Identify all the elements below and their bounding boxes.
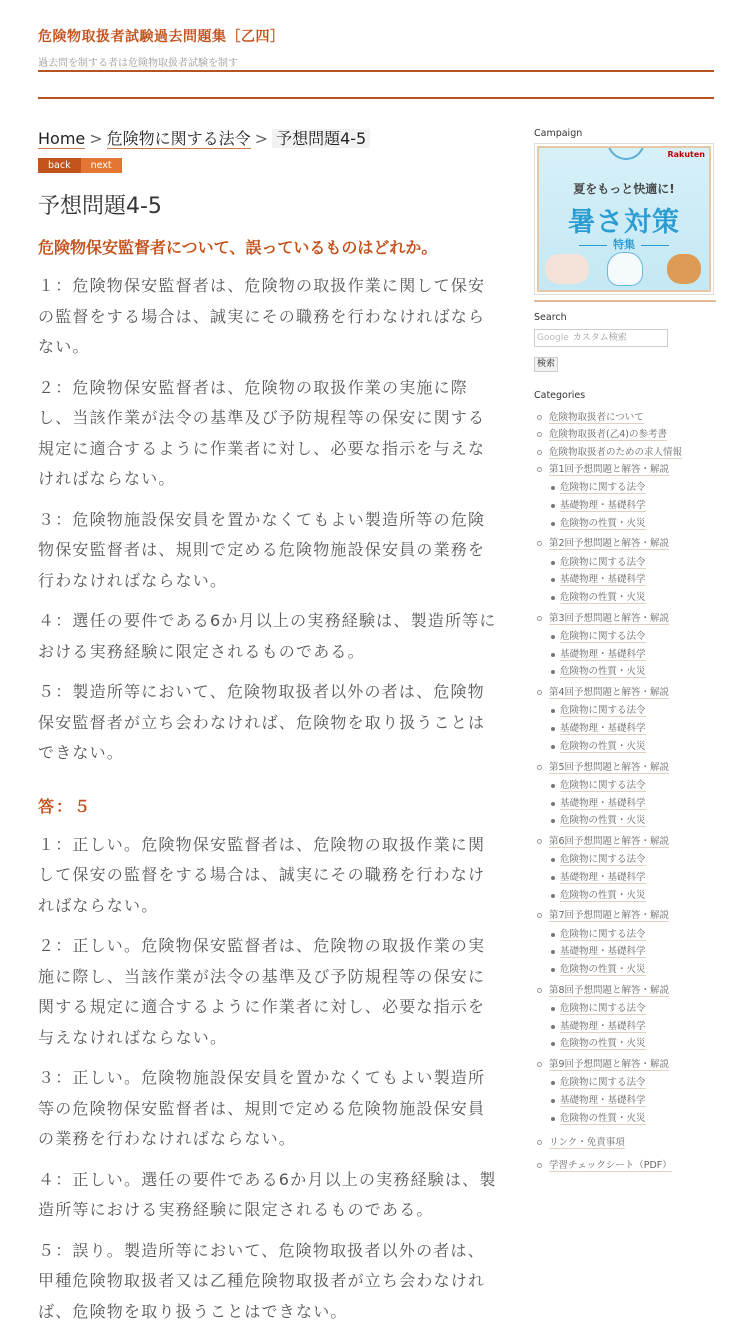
subcategory-item [549,851,716,869]
next-button[interactable]: next [81,158,122,173]
subcategory-item [549,663,716,681]
round-category-link[interactable]: 第8回予想問題と解答・解説 [549,984,670,996]
subcategory-item [549,926,716,944]
site-header [38,26,714,69]
round-category-link[interactable]: 第2回予想問題と解答・解説 [549,538,670,550]
subcategory-link[interactable]: 基礎物理・基礎科学 [560,1020,646,1032]
subcategory-link[interactable]: 危険物に関する法令 [560,1077,646,1089]
category-item [534,444,716,461]
subcategory-item [549,1035,716,1053]
subcategory-item [549,702,716,720]
nav-divider [38,97,714,99]
answer-label: 答：５ [38,796,93,816]
subcategory-link[interactable]: 基礎物理・基礎科学 [560,499,646,511]
subcategory-item [549,628,716,646]
subcategory-link[interactable]: 危険物に関する法令 [560,705,646,717]
round-category-link[interactable]: 第7回予想問題と解答・解説 [549,910,670,922]
category-item [534,426,716,443]
breadcrumb-separator: > [254,129,269,148]
subcategory-item [549,515,716,533]
subcategory-item [549,1074,716,1092]
subcategory-link[interactable]: 基礎物理・基礎科学 [560,574,646,586]
search-heading: Search [534,312,567,323]
round-category-link[interactable]: 第6回予想問題と解答・解説 [549,835,670,847]
subcategory-list [549,777,716,830]
pillow-illustration [545,254,589,284]
category-link[interactable]: 危険物取扱者のための求人情報 [549,446,683,458]
category-item [534,907,716,978]
subcategory-list [549,479,716,532]
subcategory-link[interactable]: 基礎物理・基礎科学 [560,1095,646,1107]
subcategory-list [549,1000,716,1053]
sidebar-divider [534,300,716,302]
subcategory-link[interactable]: 危険物の性質・火災 [560,1112,646,1124]
search-placeholder: カスタム検索 [572,333,627,343]
subcategory-item [549,479,716,497]
subcategory-link[interactable]: 危険物に関する法令 [560,928,646,940]
campaign-line-2: 暑さ対策 [568,207,680,238]
category-item [534,409,716,426]
option-4: ４：選任の要件である6か月以上の実務経験は、製造所等における実務経験に限定されるものである。 [38,611,497,661]
subcategory-item [549,1018,716,1036]
subcategory-item [549,738,716,756]
breadcrumb-category-link[interactable]: 危険物に関する法令 [106,129,251,148]
explanation-3: ３：正しい。危険物施設保安員を置かなくてもよい製造所等の危険物保安監督者は、規則で定める危険物施設保安員の業務を行わなければならない。 [38,1068,486,1148]
option-3: ３：危険物施設保安員を置かなくてもよい製造所等の危険物保安監督者は、規則で定める危険物施設保安員の業務を行わなければならない。 [38,509,486,590]
category-item [534,684,716,755]
category-link[interactable]: リンク・免責事項 [549,1136,625,1148]
category-item [534,833,716,904]
explanation-2: ２：正しい。危険物保安監督者は、危険物の取扱作業の実施に際し、当該作業が法令の基準及び予防規程等の保安に関する規定に適合するように作業者に対し、必要な指示を与えなければならない。 [38,936,486,1047]
round-category-link[interactable]: 第3回予想問題と解答・解説 [549,612,670,624]
subcategory-link[interactable]: 危険物に関する法令 [560,556,646,568]
subcategory-item [549,869,716,887]
subcategory-item [549,777,716,795]
subcategory-item [549,1092,716,1110]
campaign-heading: Campaign [534,128,583,139]
categories-widget [534,390,716,1174]
subcategory-link[interactable]: 危険物に関する法令 [560,1003,646,1015]
breadcrumb-separator: > [89,129,103,148]
polar-bear-illustration [607,252,643,286]
search-button[interactable]: 検索 [534,357,558,372]
subcategory-link[interactable]: 危険物の性質・火災 [560,815,646,827]
category-link[interactable]: 学習チェックシート（PDF） [549,1159,672,1171]
subcategory-link[interactable]: 危険物の性質・火災 [560,740,646,752]
categories-heading: Categories [534,390,586,401]
round-category-link[interactable]: 第9回予想問題と解答・解説 [549,1059,670,1071]
subcategory-item [549,961,716,979]
subcategory-link[interactable]: 危険物の性質・火災 [560,1038,646,1050]
subcategory-item [549,571,716,589]
breadcrumb-home-link[interactable]: Home [38,129,86,148]
question-text: 危険物保安監督者について、誤っているものはどれか。 [38,238,438,257]
subcategory-link[interactable]: 危険物に関する法令 [560,779,646,791]
dog-illustration [667,254,701,284]
subcategory-item [549,554,716,572]
campaign-line-1: 夏をもっと快適に! [573,182,675,196]
subcategory-list [549,702,716,755]
subcategory-link[interactable]: 基礎物理・基礎科学 [560,946,646,958]
categories-list [534,409,716,1174]
category-item [534,610,716,681]
category-link[interactable]: 危険物取扱者について [549,412,644,423]
campaign-banner[interactable] [534,143,714,295]
post-pager [38,158,498,173]
category-item [534,982,716,1053]
subcategory-link[interactable]: 危険物の性質・火災 [560,517,646,529]
subcategory-item [549,795,716,813]
round-category-link[interactable]: 第1回予想問題と解答・解説 [549,463,670,475]
category-link[interactable]: 危険物取扱者(乙4)の参考書 [549,429,667,441]
subcategory-item [549,589,716,607]
subcategory-list [549,554,716,607]
subcategory-item [549,720,716,738]
campaign-banner-image[interactable] [537,146,711,292]
subcategory-link[interactable]: 危険物の性質・火災 [560,666,646,678]
subcategory-item [549,497,716,515]
site-description: 過去問を制する者は危険物取扱者試験を制す [38,58,238,69]
option-1: １：危険物保安監督者は、危険物の取扱作業に関して保安の監督をする場合は、誠実にその職務を行わなければならない。 [38,276,486,356]
round-category-link[interactable]: 第4回予想問題と解答・解説 [549,687,670,699]
subcategory-item [549,812,716,830]
option-5: ５：製造所等において、危険物取扱者以外の者は、危険物保安監督者が立ち会わなければ、危険物を取り扱うことはできない。 [38,682,486,762]
back-button[interactable]: back [38,158,81,173]
subcategory-item [549,943,716,961]
main-content [38,126,498,1327]
round-category-link[interactable]: 第5回予想問題と解答・解説 [549,761,670,773]
subcategory-link[interactable]: 危険物に関する法令 [560,482,646,494]
subcategory-link[interactable]: 基礎物理・基礎科学 [560,648,646,660]
site-title[interactable]: 危険物取扱者試験過去問題集［乙四］ [38,29,285,45]
subcategory-link[interactable]: 基礎物理・基礎科学 [560,723,646,735]
category-item [534,535,716,606]
search-widget [534,312,716,372]
subcategory-item [549,646,716,664]
subcategory-item [549,887,716,905]
header-divider [38,70,714,72]
rakuten-logo: Rakuten [667,150,705,159]
subcategory-list [549,1074,716,1127]
explanation-1: １：正しい。危険物保安監督者は、危険物の取扱作業に関して保安の監督をする場合は、誠実にその職務を行わなければならない。 [38,834,486,915]
category-item [534,1134,716,1151]
subcategory-link[interactable]: 危険物の性質・火災 [560,592,646,603]
sidebar [534,128,716,1174]
category-item [534,1056,716,1127]
campaign-line-3: 特集 [539,236,709,252]
google-label: Google [537,333,569,343]
breadcrumb-current: 予想問題4-5 [272,129,370,148]
category-item [534,461,716,532]
post-title: 予想問題4-5 [38,194,162,219]
subcategory-link[interactable]: 危険物の性質・火災 [560,889,646,901]
subcategory-link[interactable]: 危険物の性質・火災 [560,964,646,976]
subcategory-list [549,851,716,904]
subcategory-item [549,1000,716,1018]
subcategory-item [549,1110,716,1128]
category-item [534,1157,716,1174]
subcategory-link[interactable]: 基礎物理・基礎科学 [560,797,646,809]
subcategory-link[interactable]: 危険物に関する法令 [560,854,646,866]
option-2: ２：危険物保安監督者は、危険物の取扱作業の実施に際し、当該作業が法令の基準及び予防規程等の保安に関する規定に適合するように作業者に対し、必要な指示を与えなければならない。 [38,377,486,488]
subcategory-link[interactable]: 基礎物理・基礎科学 [560,871,646,883]
category-item [534,759,716,830]
subcategory-list [549,628,716,681]
subcategory-list [549,926,716,979]
breadcrumb [38,126,498,152]
explanation-5: ５：誤り。製造所等において、危険物取扱者以外の者は、甲種危険物取扱者又は乙種危険物取扱者が立ち会わなければ、危険物を取り扱うことはできない。 [38,1240,486,1321]
explanation-4: ４：正しい。選任の要件である6か月以上の実務経験は、製造所等における実務経験に限定されるものである。 [38,1169,497,1219]
search-input[interactable] [534,329,668,347]
sun-icon [607,146,645,160]
subcategory-link[interactable]: 危険物に関する法令 [560,631,646,642]
